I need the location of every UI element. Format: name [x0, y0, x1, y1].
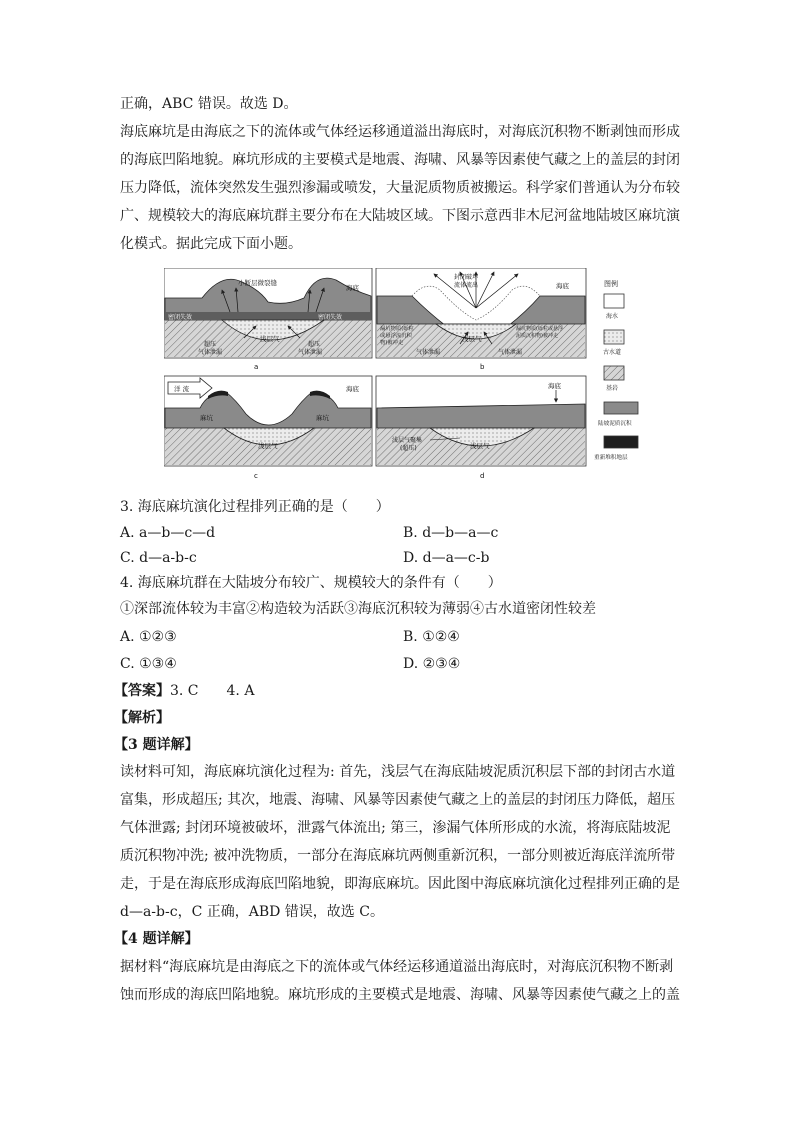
- gas-gather-label: 浅层气聚集: [392, 437, 423, 444]
- q3-detail-line: 富集，形成超压; 其次，地震、海啸、风暴等因素使气藏之上的盖层的封闭压力降低，超压: [120, 792, 676, 808]
- panel-b: [376, 268, 586, 371]
- intro-paragraph-line: 的海底凹陷地貌。麻坑形成的主要模式是地震、海啸、风暴等因素使气藏之上的盖层的封闭: [120, 152, 680, 168]
- legend-item: 古水道: [603, 349, 622, 356]
- answer-label: 【答案】: [114, 683, 170, 699]
- q3-detail-line: 走，于是在海底形成海底凹陷地貌，即海底麻坑。因此图中海底麻坑演化过程排列正确的是: [120, 876, 680, 892]
- panel-a-label: a: [254, 363, 259, 371]
- q3-detail-line: 气体泄露; 封闭环境被破坏，泄露气体流出; 第三，渗漏气体所形成的水流，将海底陆坡泥: [120, 820, 671, 836]
- q4-option-d: D. ②③④: [403, 656, 461, 672]
- fault-label: 小断层微裂缝: [238, 279, 277, 287]
- legend-swatch-seawater: [604, 294, 624, 308]
- analysis-label: 【解析】: [114, 710, 170, 726]
- legend-swatch-redeposit: [604, 436, 638, 448]
- panel-a: [164, 268, 372, 371]
- current-label: 洋 流: [174, 385, 190, 393]
- seafloor-label: 海底: [556, 282, 569, 290]
- shallow-gas-label: 浅层气: [462, 335, 482, 343]
- question-4-conditions: ①深部流体较为丰富②构造较为活跃③海底沉积较为薄弱④古水道密闭性较差: [120, 601, 596, 617]
- legend: [594, 279, 638, 461]
- panel-c: [164, 376, 372, 480]
- intro-paragraph-line: 化模式。据此完成下面小题。: [120, 236, 302, 252]
- q4-detail-line: 蚀而形成的海底凹陷地貌。麻坑形成的主要模式是地震、海啸、风暴等因素使气藏之上的盖: [120, 987, 680, 1003]
- pockmark-label: 麻坑: [316, 414, 329, 422]
- q3-detail-line: d—a-b-c，C 正确，ABD 错误，故选 C。: [120, 904, 384, 920]
- gas-leak-label: 气体泄漏: [416, 349, 441, 356]
- overpressure-label: 超压: [204, 341, 217, 348]
- q4-detail-line: 据材料“海底麻坑是由海底之下的流体或气体经运移通道溢出海底时，对海底沉积物不断剥: [120, 959, 674, 975]
- intro-paragraph-line: 广、规模较大的海底麻坑群主要分布在大陆坡区域。下图示意西非木尼河盆地陆坡区麻坑演: [120, 208, 680, 224]
- gas-leak-label: 气体泄漏: [498, 349, 523, 356]
- panel-c-label: c: [254, 472, 258, 480]
- eroded-material-label: 或悬浮流沉积: [380, 333, 412, 339]
- legend-title: 图例: [604, 280, 618, 288]
- seafloor-label: 海底: [346, 385, 359, 393]
- legend-item: 重新堆积地层: [594, 455, 628, 461]
- q3-option-a: A. a—b—c—d: [120, 525, 216, 541]
- seafloor-label: 海底: [346, 284, 359, 292]
- eroded-material-label: 漏坑物质(砾粒: [380, 326, 414, 332]
- q4-option-c: C. ①③④: [120, 656, 177, 672]
- q4-option-a: A. ①②③: [120, 629, 177, 645]
- q4-option-b: B. ①②④: [403, 629, 460, 645]
- eroded-material-label: 漏坑物质(砾粒或悬浮: [516, 326, 563, 332]
- seafloor-label: 海底: [548, 382, 561, 390]
- q3-option-b: B. d—b—a—c: [403, 525, 499, 541]
- seal-fail-label: 密闭失效: [168, 314, 193, 321]
- q4-detail-title: 【4 题详解】: [114, 931, 199, 947]
- shallow-gas-label: 浅层气: [260, 335, 280, 343]
- question-3-stem: 3. 海底麻坑演化过程排列正确的是（ ）: [120, 499, 390, 515]
- panel-d-label: d: [480, 472, 485, 480]
- answer-value: 3. C 4. A: [170, 683, 255, 699]
- panel-b-label: b: [480, 363, 485, 371]
- legend-swatch-sediment: [604, 402, 638, 414]
- overpressure-label: (超压): [400, 445, 417, 452]
- shallow-gas-label: 浅层气: [258, 442, 278, 450]
- legend-item: 海水: [606, 313, 619, 320]
- intro-paragraph-line: 海底麻坑是由海底之下的流体或气体经运移通道溢出海底时，对海底沉积物不断剥蚀而形成: [120, 124, 680, 140]
- eroded-material-label: 物)被冲走: [380, 340, 404, 346]
- overpressure-label: 超压: [308, 341, 321, 348]
- q3-option-c: C. d—a-b-c: [120, 550, 197, 566]
- question-4-stem: 4. 海底麻坑群在大陆坡分布较广、规模较大的条件有（ ）: [120, 575, 502, 591]
- legend-item: 陆坡泥质沉积: [598, 421, 632, 427]
- q3-detail-line: 质沉积物冲洗; 被冲洗物质，一部分在海底麻坑两侧重新沉积，一部分则被近海底洋流所带: [120, 848, 676, 864]
- q3-detail-line: 读材料可知，海底麻坑演化过程为: 首先，浅层气在海底陆坡泥质沉积层下部的封闭古水道: [120, 764, 676, 780]
- pockmark-evolution-figure: [164, 268, 642, 482]
- gas-leak-label: 气体泄漏: [298, 349, 323, 356]
- mud-sediment-layer: [377, 404, 585, 428]
- legend-swatch-bedrock: [604, 366, 624, 380]
- answer-line: [114, 682, 254, 700]
- seal-broken-label: 封闭破坏: [454, 274, 479, 281]
- legend-item: 基岩: [606, 385, 619, 392]
- eroded-material-label: 泥质沉积物)被冲走: [516, 333, 558, 339]
- q3-detail-title: 【3 题详解】: [114, 737, 199, 753]
- panel-d: [376, 376, 586, 480]
- shallow-gas-label: 浅层气: [470, 442, 490, 450]
- seal-fail-label: 密闭失效: [318, 314, 343, 321]
- previous-answer-tail: 正确，ABC 错误。故选 D。: [120, 96, 298, 112]
- intro-paragraph-line: 压力降低，流体突然发生强烈渗漏或喷发，大量泥质物质被搬运。科学家们普通认为分布较: [120, 180, 680, 196]
- q3-option-d: D. d—a—c-b: [403, 550, 490, 566]
- gas-leak-label: 气体泄漏: [198, 349, 223, 356]
- fluid-out-label: 流体流出: [454, 282, 479, 289]
- legend-swatch-channel: [604, 330, 624, 344]
- pockmark-label: 麻坑: [200, 414, 213, 422]
